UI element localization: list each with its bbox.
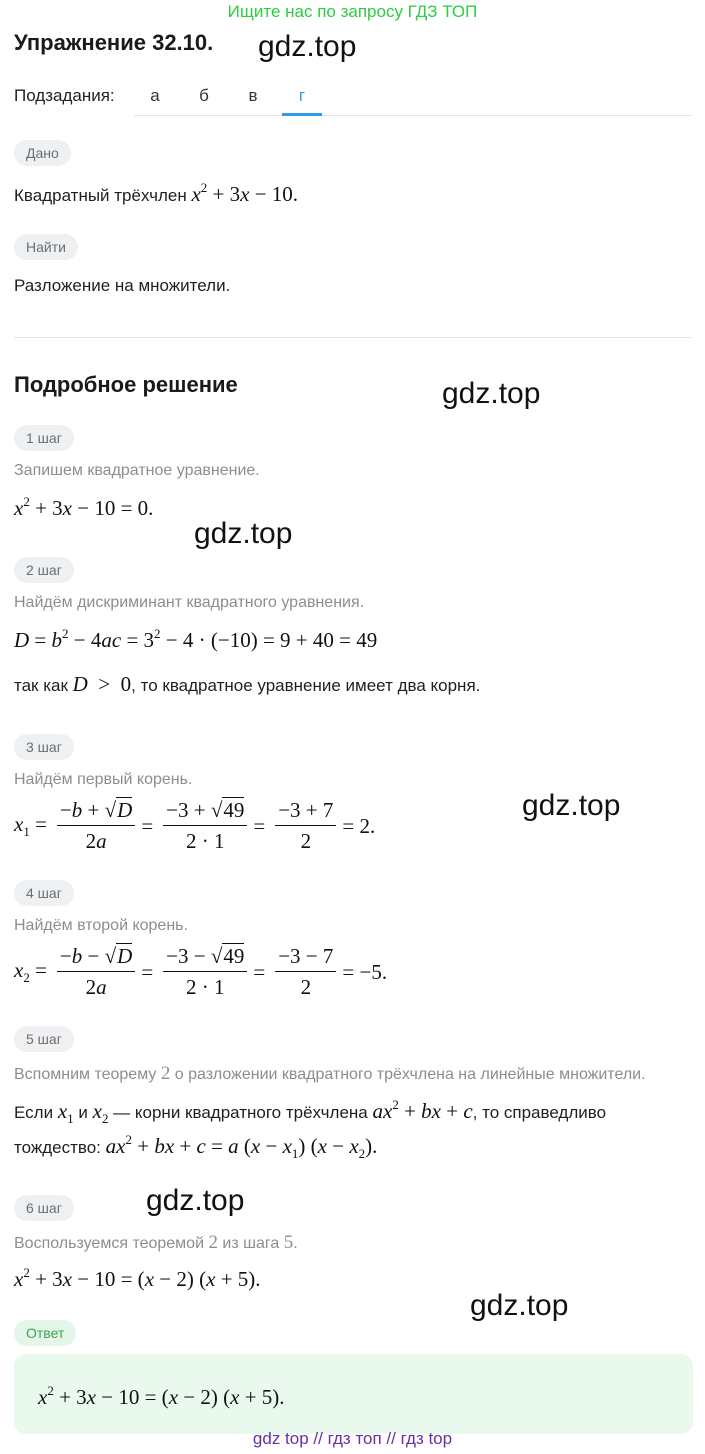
step-equation: $x^2 + 3x - 10 = 0$.: [14, 494, 154, 520]
answer-chip: Ответ: [14, 1320, 76, 1346]
step-note: так как D > 0, то квадратное уравнение имеет два корня.: [14, 672, 481, 696]
watermark: gdz.top: [442, 377, 541, 410]
step-equation: $D = b^2 - 4ac = 3^2 - 4 \cdot (-10) = 9 + 40 = 49$: [14, 626, 378, 652]
step-equation: $x_2$ = $\frac{-b - √D}{2a}$ = $\frac{-3 - √49}{2 \cdot 1}$ = $\frac{-3 - 7}{2}$ = −5.: [14, 944, 388, 999]
given-text: Квадратный трёхчлен $x^2 + 3x - 10$.: [14, 180, 299, 206]
watermark: gdz.top: [522, 789, 621, 822]
watermark: gdz.top: [470, 1289, 569, 1322]
watermark: gdz.top: [194, 517, 293, 550]
step-caption: Найдём дискриминант квадратного уравнения.: [14, 594, 365, 611]
search-banner: Ищите нас по запросу ГДЗ ТОП: [227, 2, 478, 21]
step-chip: 6 шаг: [14, 1195, 74, 1221]
tab-g[interactable]: г: [298, 86, 306, 105]
step-caption: Воспользуемся теоремой 2 из шага 5.: [14, 1232, 298, 1253]
watermark: gdz.top: [258, 30, 357, 63]
tabs-divider: [134, 115, 692, 116]
solution-title: Подробное решение: [14, 372, 238, 397]
find-chip: Найти: [14, 234, 78, 260]
step-chip: 2 шаг: [14, 557, 74, 583]
section-divider: [14, 337, 692, 338]
tab-v[interactable]: в: [248, 86, 258, 105]
active-tab-indicator: [282, 113, 322, 116]
subtasks-label: Подзадания:: [14, 86, 115, 105]
theorem-line-1: Если $x_1$ и $x_2$ — корни квадратного трёхчлена $ax^2$ + bx + c, то справедливо: [14, 1097, 607, 1126]
find-text: Разложение на множители.: [14, 276, 231, 295]
step-caption: Найдём второй корень.: [14, 917, 188, 934]
theorem-line-2: тождество: $ax^2$ + bx + c = a $(x - x_1)$ $(x - x_2)$.: [14, 1132, 378, 1161]
step-caption: Запишем квадратное уравнение.: [14, 462, 260, 479]
step-equation: $x^2 + 3x - 10 = (x - 2) (x + 5)$.: [14, 1265, 261, 1291]
tab-b[interactable]: б: [199, 86, 209, 105]
step-chip: 4 шаг: [14, 880, 74, 906]
footer-links[interactable]: gdz top // гдз топ // гдз top: [252, 1429, 453, 1448]
exercise-title: Упражнение 32.10.: [14, 30, 214, 55]
step-caption: Найдём первый корень.: [14, 771, 193, 788]
tab-a[interactable]: а: [150, 86, 160, 105]
step-chip: 1 шаг: [14, 425, 74, 451]
given-chip: Дано: [14, 140, 71, 166]
step-chip: 5 шаг: [14, 1026, 74, 1052]
step-caption: Вспомним теорему 2 о разложении квадратного трёхчлена на линейные множители.: [14, 1063, 646, 1084]
watermark: gdz.top: [146, 1184, 245, 1217]
step-chip: 3 шаг: [14, 734, 74, 760]
step-equation: $x_1$ = $\frac{-b + √D}{2a}$ = $\frac{-3 + √49}{2 \cdot 1}$ = $\frac{-3 + 7}{2}$ = 2.: [14, 798, 376, 853]
answer-equation: $x^2 + 3x - 10 = (x - 2) (x + 5)$.: [38, 1383, 285, 1409]
